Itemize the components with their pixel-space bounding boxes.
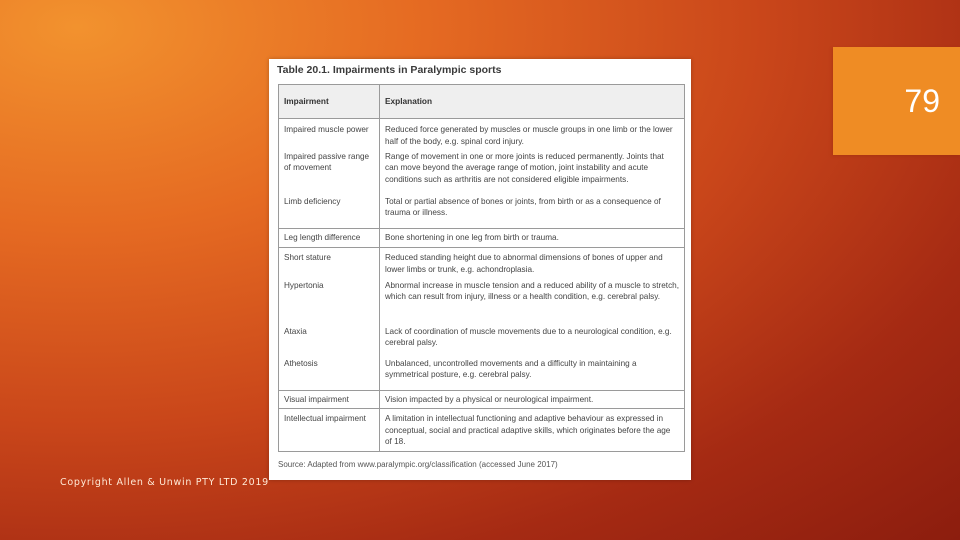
table-row [279,151,685,196]
impairments-table [278,84,685,452]
table-figure [269,59,691,480]
copyright-footer: Copyright Allen & Unwin PTY LTD 2019 [60,477,269,488]
slide-number-box [833,47,960,155]
explanation-cell: Range of movement in one or more joints is reduced permanently. Joints that can move beyond the average range of motion, joint instability and acute conditions such as arthritis are not considered eligible impairments. [380,151,685,196]
header-impairment: Impairment [279,85,380,119]
explanation-cell: Vision impacted by a physical or neurological impairment. [380,391,685,409]
impairment-cell: Leg length difference [279,229,380,248]
impairment-cell: Ataxia [279,326,380,358]
table-row [279,280,685,326]
explanation-cell: Bone shortening in one leg from birth or trauma. [380,229,685,248]
slide-number: 79 [904,83,940,119]
impairment-cell: Visual impairment [279,391,380,409]
table-source: Source: Adapted from www.paralympic.org/classification (accessed June 2017) [278,460,558,469]
impairment-cell: Short stature [279,248,380,280]
impairment-cell: Impaired muscle power [279,119,380,151]
table-row [279,358,685,391]
table-row [279,229,685,248]
explanation-cell: Abnormal increase in muscle tension and a reduced ability of a muscle to stretch, which can result from injury, illness or a health condition, e.g. cerebral palsy. [380,280,685,326]
table-row [279,119,685,151]
explanation-cell: A limitation in intellectual functioning and adaptive behaviour as expressed in conceptual, social and practical adaptive skills, which originates before the age of 18. [380,409,685,452]
table-row [279,196,685,229]
impairment-cell: Hypertonia [279,280,380,326]
explanation-cell: Unbalanced, uncontrolled movements and a difficulty in maintaining a symmetrical posture, e.g. cerebral palsy. [380,358,685,391]
impairment-cell: Athetosis [279,358,380,391]
table-row [279,409,685,452]
explanation-cell: Lack of coordination of muscle movements due to a neurological condition, e.g. cerebral palsy. [380,326,685,358]
explanation-cell: Total or partial absence of bones or joints, from birth or as a consequence of trauma or illness. [380,196,685,229]
table-title: Table 20.1. Impairments in Paralympic sports [277,64,502,76]
impairment-cell: Intellectual impairment [279,409,380,452]
table-row [279,326,685,358]
impairment-cell: Impaired passive range of movement [279,151,380,196]
explanation-cell: Reduced force generated by muscles or muscle groups in one limb or the lower half of the body, e.g. spinal cord injury. [380,119,685,151]
impairment-cell: Limb deficiency [279,196,380,229]
table-row [279,391,685,409]
header-explanation: Explanation [380,85,685,119]
explanation-cell: Reduced standing height due to abnormal dimensions of bones of upper and lower limbs or trunk, e.g. achondroplasia. [380,248,685,280]
table-header-row [279,85,685,119]
table-row [279,248,685,280]
